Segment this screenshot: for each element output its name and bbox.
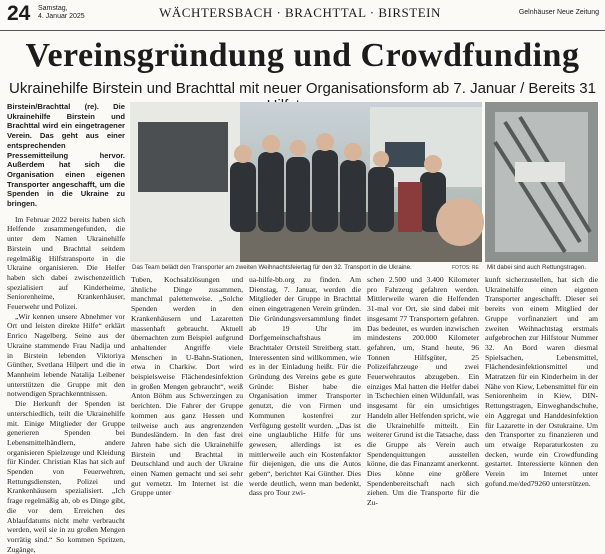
photo-credit: FOTOS: RE (452, 265, 479, 271)
main-photo (130, 102, 482, 262)
lead-paragraph (7, 102, 125, 209)
article-column-4 (367, 275, 479, 508)
region-banner: WÄCHTERSBACH · BRACHTTAL · BIRSTEIN (159, 5, 441, 20)
page-header (0, 0, 605, 31)
paragraph: kunft sicherzustellen, hat sich die Ukrainehilfe einen eigenen Transporter angeschafft. Dieser sei bereits von einem Mitglied der Gruppe vorfinanziert und am zweiten Weihnachtstag erstmals aufgebrochen zur Hilfstour Nummer 32. An Bord waren diesmal Spielsachen, Lebensmittel, Flächendesinfektionsmittel und Matratzen für ein Kinderheim in der Nähe von Kiew, Lebensmittel für ein Seniorenheim in Kiew, DIN-Rettungstragen, Einweghandschuhe, ein Aggregat und Handdesinfektion für Lazarette in der Ostukraine. Um den Transporter zu finanzieren und um etwaige Reparaturkosten zu decken, wurde ein Crowdfunding gestartet. Interessierte können den Verein im Internet unter gofund.me/ded79260 unterstützen. (485, 275, 598, 488)
issue-date-text: 4. Januar 2025 (38, 13, 85, 20)
team-photo-illustration (130, 102, 482, 262)
newspaper-name: Gelnhäuser Neue Zeitung (518, 9, 599, 16)
issue-date (38, 5, 85, 21)
page-number: 24 (7, 2, 31, 25)
lead-dateline: Birstein/Brachttal (7, 102, 71, 111)
paragraph: ua-hilfe-bb.org zu finden. Am Dienstag, 7. Januar, werden die Mitglieder der Gruppe in Brachttal einen eingetragenen Verein gründen. Die Gründungsversammlung findet ab 19 Uhr im Dorfgemeinschaftshaus im Brachttaler Ortsteil Streitberg statt. Interessenten sind willkommen, wie es in der Einladung heißt. Für die Gründung des Vereins gebe es gute Gründe: Bisher habe die Organisation immer Transporter genutzt, die von Firmen und Kommunen kostenfrei zur Verfügung gestellt wurden. „Das ist eine unglaubliche Hilfe für uns gewesen, allerdings ist es mittlerweile auch ein Kostenfaktor für diejenigen, die uns die Autos geben“, berichtet Kai Günther. Dies werde deutlich, wenn man bedenkt, dass pro Tour zwi- (249, 275, 361, 498)
main-photo-caption: Das Team belädt den Transporter am zweiten Weihnachtsfeiertag für den 32. Transport in die Ukraine. (132, 264, 412, 271)
side-photo-caption: Mit dabei sind auch Rettungstragen. (487, 264, 587, 271)
issue-weekday: Samstag, (38, 5, 68, 12)
paragraph: Tuben, Kochsalzlösungen und ähnliche Dinge zusammen, manchmal palettenweise. „Solche Spenden werden in den Krankenhäusern und Lazaretten massenhaft gebraucht. Aktuell übernachten zum Beispiel aufgrund anhaltender Angriffe viele Menschen in U-Bahn-Stationen, etwa in Charkiw. Dort wird beispielsweise Flächendesinfektion in großen Mengen gebraucht“, weiß Anton Böhm aus Schwerzingen zu berichten. Die Fahrer der Gruppe kommen aus ganz Hessen und teilweise auch aus angrenzenden Bundesländern. In den fast drei Jahren habe sich die Ukrainehilfe Birstein und Brachttal in Deutschland und auch der Ukraine einen Namen gemacht und sei sehr gut vernetzt. Im Internet ist die Gruppe unter (131, 275, 243, 498)
paragraph: schen 2.500 und 3.400 Kilometer pro Fahrzeug gefahren werden. Mittlerweile waren die Helfenden 31-mal vor Ort, sie sind dabei mit insgesamt 77 Transportern gefahren. Das bedeutet, es wurden inzwischen mindestens 200.000 Kilometer gefahren, um, Stand heute, 96 Tonnen Hilfsgüter, 25 Polizeifahrzeuge und zwei Feuerwehrautos abzugeben. Ein einziges Mal hatten die Helfer dabei in Tschechien einen Wildunfall, was insgesamt für ein umsichtiges Handeln aller Helfenden spricht, wie die Ukrainehilfe mitteilt. Ein weiterer Grund ist die Tatsache, dass die Gruppe als Verein auch Spendenquittungen ausstellen könne, die das Finanzamt anerkennt. Dies könne eine größere Spendenbereitschaft nach sich ziehen. Um die Transporte für die Zu- (367, 275, 479, 508)
article-headline: Vereinsgründung und Crowdfunding (25, 37, 580, 74)
paragraph: Die Herkunft der Spenden ist unterschiedlich, teilt die Ukrainehilfe mit. Einige Mitglieder der Gruppe generieren Spenden bei Lebensmittelhändlern, andere organisieren Spielzeuge und Kleidung für Kinder. Christian Klas hat sich auf Spenden von Feuerwehren, Rettungsdiensten, Polizei und Krankenhäusern spezialisiert. „Ich frage regelmäßig ab, ob es Dinge gibt, die vor dem Erreichen des Ablaufdatums nicht mehr verbraucht werden, weil sie in zu großen Mengen vorrätig sind.“ So kommen Spritzen, Zugänge, (7, 399, 125, 554)
article-column-2 (131, 275, 243, 498)
article-subheadline: Ukrainehilfe Birstein und Brachttal mit neuer Organisationsform ab 7. Januar / Bereits 31 (9, 80, 596, 97)
article-column-5 (485, 275, 598, 488)
side-photo (485, 102, 598, 262)
article-column-1 (7, 102, 125, 554)
paragraph: Im Februar 2022 bereits haben sich Helfende zusammengefunden, die unter dem Namen Ukrainehilfe Birstein und Brachttal seitdem regelmäßig Hilfstransporte in die Ukraine organisieren. Die Helfer haben sich dabei zwischenzeitlich spezialisiert auf Kinderheime, Seniorenheime, Krankenhäuser, Feuerwehr und Polizei. (7, 214, 125, 312)
lead-text: (re). Die Ukrainehilfe Birstein und Brachttal wird ein eingetragener Verein. Das geht aus einer entsprechenden Pressemitteilung hervor. Außerdem hat sich die Organisation einen eigenen Transporter angeschafft, um die Spenden in die Ukraine zu bringen. (7, 102, 125, 209)
paragraph: „Wir kennen unsere Abnehmer vor Ort und leisten direkte Hilfe“ erklärt Enrico Nagelberg. Seine aus der Ukraine stammende Frau Nadija und in Birstein lebenden Viktoriya Günther, Svetlana Hilpert und die in Mannheim lebende Natalija Leibener unterstützen die Gruppe mit den notwendigen Sprachkenntnissen. (7, 311, 125, 399)
article-column-3 (249, 275, 361, 498)
stretchers-photo-illustration (485, 102, 598, 262)
